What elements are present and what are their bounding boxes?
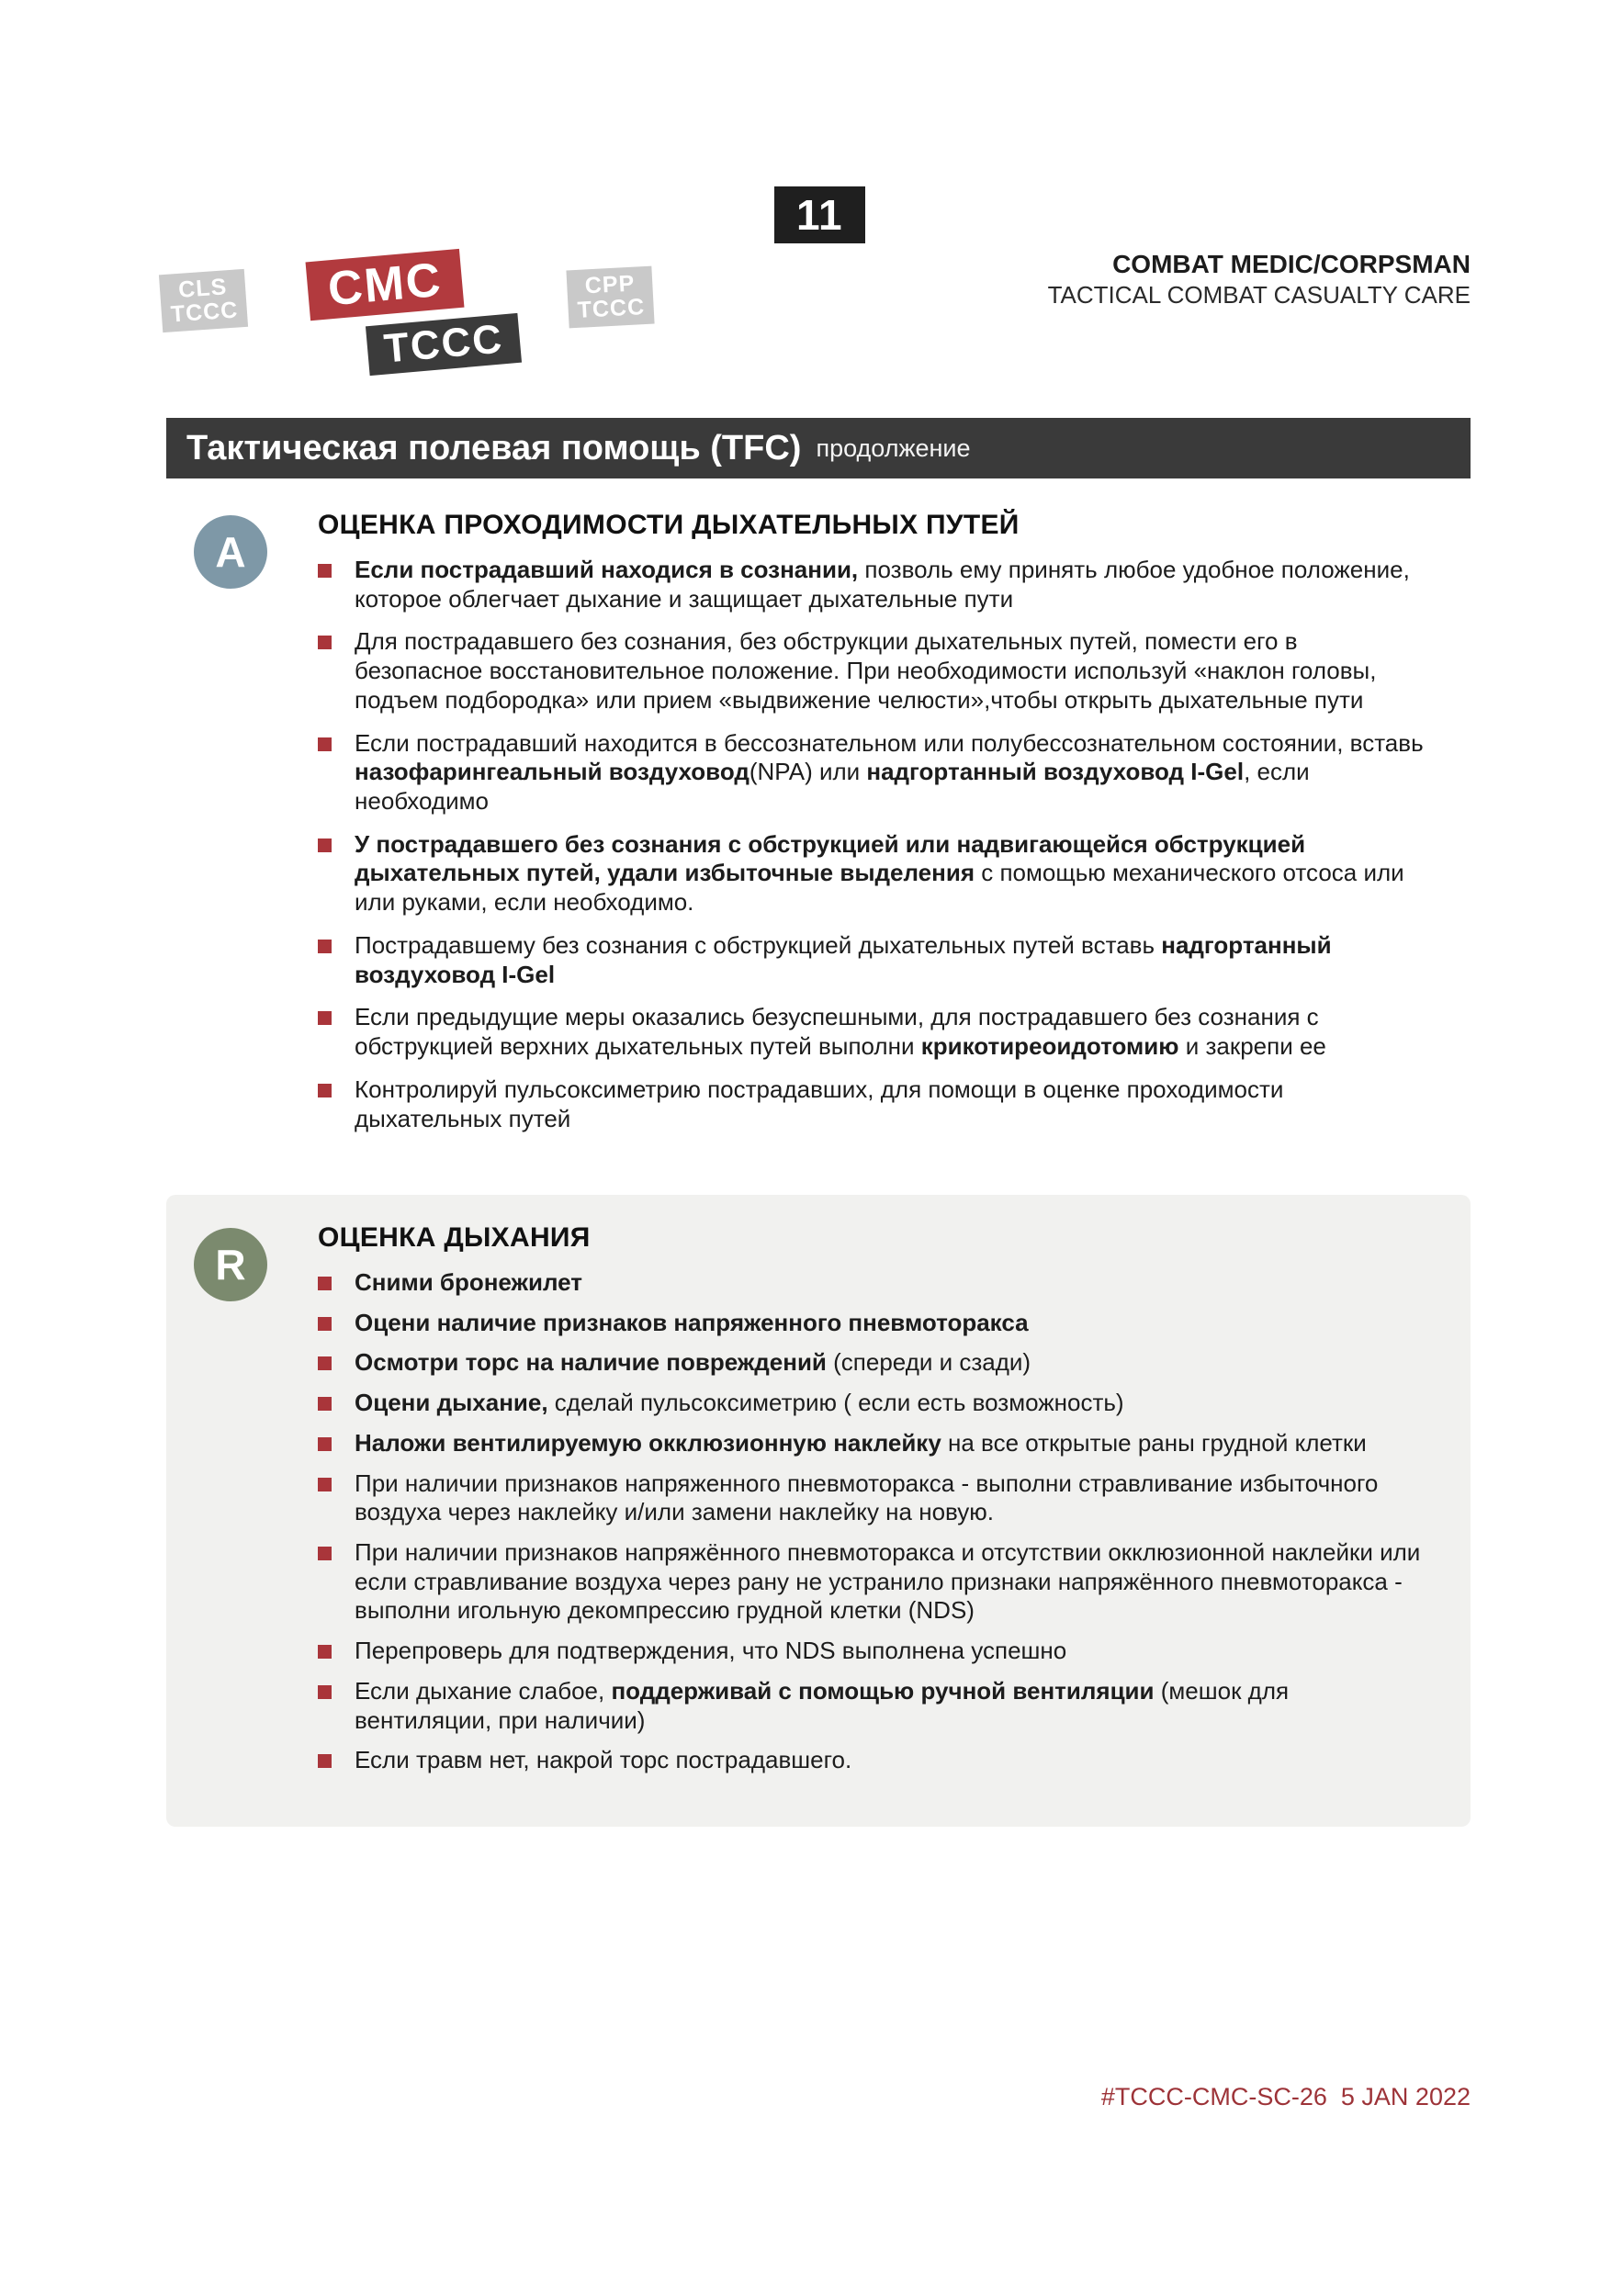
bullet-text-segment: , если необходимо [355,758,1310,816]
bullet-square-icon [318,636,332,649]
bullet-item [318,627,1429,715]
stamp-text-tccc: TCCC [170,297,240,328]
footer-ref: #TCCC-CMC-SC-26 5 JAN 2022 [1100,2083,1471,2110]
bullet-item [318,1075,1429,1133]
tccc-logo [156,255,726,384]
bullet-square-icon [318,1356,332,1370]
bullet-item [318,1637,1429,1666]
bullet-text [355,830,1429,917]
section-airway-content [318,510,1471,1147]
bullet-text-segment: При наличии признаков напряжённого пневмоторакса и отсутствии окклюзионной наклейки или если стравливание воздуха через рану не устранило признаки напряжённого пневмоторакса - выполни игольную декомпрессию грудной клетки (NDS) [355,1538,1421,1625]
section-letter-column [166,1222,318,1827]
bullet-square-icon [318,1478,332,1491]
bullet-text-segment: (мешок для вентиляции, при наличии) [355,1676,1290,1734]
bullet-text-bold-segment: назофарингеальный воздуховод [355,758,750,786]
bullet-text-bold-segment: Осмотри торс на наличие повреждений [355,1348,827,1377]
bullet-text-segment: Контролируй пульсоксиметрию пострадавших, для помощи в оценке проходимости дыхательных путей [355,1075,1284,1132]
bullet-text-bold-segment: Оцени дыхание, [355,1389,548,1417]
bullet-text-segment: и закрепи ее [1178,1032,1326,1061]
bullet-text [355,627,1429,715]
page-title: Тактическая полевая помощь (TFC) [186,428,802,467]
bullet-text-bold-segment: крикотиреоидотомию [920,1032,1179,1061]
page-title-suffix: продолжение [816,433,971,462]
cmc-logo-box: CMC [306,249,465,321]
bullet-text [355,1746,851,1775]
cls-tccc-stamp [159,269,249,332]
bullet-text [355,1677,1429,1735]
bullet-item [318,1538,1429,1626]
section-breathing [166,1195,1471,1827]
stamp-text-tccc: TCCC [576,294,646,324]
bullet-square-icon [318,1685,332,1699]
section-breathing-letter-badge: R [194,1228,267,1301]
bullet-text-segment: на все открытые раны грудной клетки [941,1428,1367,1457]
bullet-item [318,729,1429,816]
bullet-item [318,830,1429,917]
bullet-square-icon [318,1084,332,1097]
bullet-square-icon [318,564,332,578]
bullet-text [355,1309,1029,1338]
bullet-text-bold-segment: У пострадавшего без сознания с обструкцией или надвигающейся обструкцией дыхательных путей, удали избыточные выделения [355,829,1306,887]
page-number-badge: 11 [774,186,865,243]
header-org-line2: TACTICAL COMBAT CASUALTY CARE [1047,281,1471,309]
stamp-text-cls: CLS [177,274,229,303]
bullet-square-icon [318,1547,332,1560]
bullet-item [318,1268,1429,1298]
bullet-square-icon [318,1754,332,1768]
bullet-text-segment: (NPA) или [749,758,867,786]
bullet-text-segment: с помощью механического отсоса или или руками, если необходимо. [355,859,1404,917]
bullet-text-segment: Если пострадавший находится в бессознательном или полубессознательном состоянии, вставь [355,728,1424,757]
bullet-text [355,1268,582,1298]
bullet-text-bold-segment: надгортанный воздуховод I-Gel [866,758,1245,786]
section-breathing-heading: ОЦЕНКА ДЫХАНИЯ [318,1222,591,1253]
bullet-item [318,1309,1429,1338]
bullet-text [355,556,1429,613]
bullet-text-segment: позволь ему принять любое удобное положение, которое облегчает дыхание и защищает дыхательные пути [355,556,1410,613]
breathing-bullet-list [318,1268,1429,1775]
bullet-text-segment: Если травм нет, накрой торс пострадавшего. [355,1746,852,1774]
bullet-text-segment: (спереди и сзади) [826,1348,1031,1377]
bullet-item [318,931,1429,989]
bullet-text [355,1637,1066,1666]
bullet-text [355,1538,1429,1626]
bullet-square-icon [318,1317,332,1331]
bullet-text-bold-segment: Сними бронежилет [355,1268,582,1296]
section-airway-letter-badge: A [194,515,267,589]
bullet-text-segment: Перепроверь для подтверждения, что NDS выполнена успешно [355,1637,1067,1665]
bullet-text-segment: сделай пульсоксиметрию ( если есть возможность) [547,1389,1124,1417]
section-letter-column [166,510,318,1147]
bullet-text [355,1003,1429,1061]
bullet-square-icon [318,940,332,953]
bullet-square-icon [318,737,332,751]
bullet-item [318,1677,1429,1735]
bullet-text-bold-segment: надгортанный воздуховод I-Gel [355,930,1332,988]
bullet-square-icon [318,1011,332,1025]
header-org-line1: COMBAT MEDIC/CORPSMAN [1112,250,1471,278]
section-airway-heading: ОЦЕНКА ПРОХОДИМОСТИ ДЫХАТЕЛЬНЫХ ПУТЕЙ [318,510,1020,540]
bullet-item [318,1429,1429,1458]
bullet-square-icon [318,1645,332,1659]
bullet-item [318,1348,1429,1378]
title-bar [166,418,1471,478]
stamp-text-cpp: CPP [584,270,636,299]
tccc-logo-box: TCCC [366,313,522,376]
bullet-text-bold-segment: Наложи вентилируемую окклюзионную наклейку [355,1428,941,1457]
bullet-text [355,1469,1429,1527]
bullet-text [355,729,1429,816]
bullet-item [318,1469,1429,1527]
bullet-item [318,556,1429,613]
bullet-item [318,1746,1429,1775]
bullet-item [318,1003,1429,1061]
cpp-tccc-stamp [566,266,655,328]
header-org [1048,250,1471,310]
bullet-text [355,931,1429,989]
bullet-text-segment: Пострадавшему без сознания с обструкцией дыхательных путей вставь [355,930,1162,959]
bullet-square-icon [318,1277,332,1290]
section-breathing-content [318,1222,1471,1827]
bullet-text-bold-segment: Оцени наличие признаков напряженного пневмоторакса [355,1308,1029,1336]
airway-bullet-list [318,556,1429,1133]
section-airway [166,510,1471,1147]
bullet-square-icon [318,1437,332,1451]
bullet-text-segment: Если предыдущие меры оказались безуспешными, для пострадавшего без сознания с обструкцией верхних дыхательных путей выполни [355,1003,1319,1061]
bullet-text-segment: При наличии признаков напряженного пневмоторакса - выполни стравливание избыточного воздуха через наклейку и/или замени наклейку на новую. [355,1469,1379,1526]
bullet-text [355,1075,1429,1133]
bullet-text [355,1429,1367,1458]
bullet-text-bold-segment: Если пострадавший находися в сознании, [355,556,859,583]
bullet-text-segment: Если дыхание слабое, [355,1676,612,1705]
bullet-square-icon [318,838,332,852]
bullet-text-bold-segment: поддерживай с помощью ручной вентиляции [611,1676,1155,1705]
bullet-item [318,1389,1429,1418]
bullet-text [355,1389,1124,1418]
bullet-text-segment: Для пострадавшего без сознания, без обструкции дыхательных путей, помести его в безопасное восстановительное положение. При необходимости используй «наклон головы, подъем подбородка» или прием «выдвижение челюсти»,чтобы открыть дыхательные пути [355,627,1377,714]
bullet-square-icon [318,1397,332,1411]
bullet-text [355,1348,1031,1378]
